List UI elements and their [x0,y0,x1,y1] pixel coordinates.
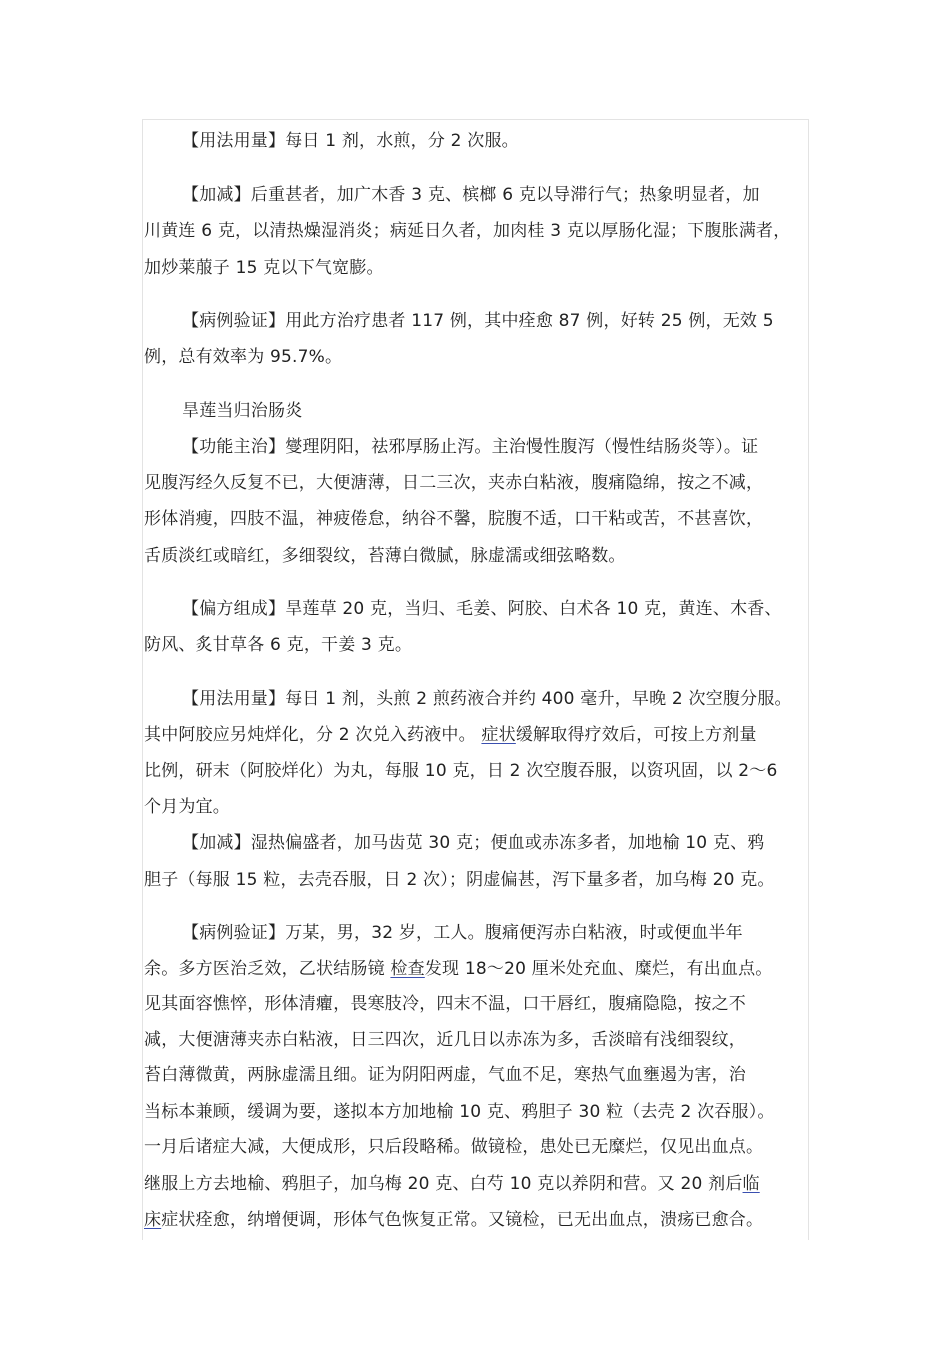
text-line: 【功能主治】燮理阴阳，祛邪厚肠止泻。主治慢性腹泻（慢性结肠炎等）。证 [182,437,759,457]
text-line: 【偏方组成】旱莲草 20 克，当归、毛姜、阿胶、白术各 10 克，黄连、木香、 [182,599,782,619]
text-line: 加炒莱菔子 15 克以下气宽膨。 [144,258,384,278]
text-segment: 症状痊愈，纳增便调，形体气色恢复正常。又镜检，已无出血点，溃疡已愈合。 [161,1210,764,1230]
text-line: 【用法用量】每日 1 剂，水煎，分 2 次服。 [182,131,519,151]
text-segment: 其中阿胶应另炖烊化，分 2 次兑入药液中。 [144,725,476,745]
text-line: 形体消瘦，四肢不温，神疲倦怠，纳谷不馨，脘腹不适，口干粘或苦，不甚喜饮， [144,509,764,529]
text-line: 【病例验证】用此方治疗患者 117 例，其中痊愈 87 例，好转 25 例，无效 5 [182,311,774,331]
text-segment: 继服上方去地榆、鸦胆子，加乌梅 20 克、白芍 10 克以养阴和营。又 20 剂后 [144,1174,743,1194]
text-line: 川黄连 6 克，以清热燥湿消炎；病延日久者，加肉桂 3 克以厚肠化湿；下腹胀满者， [144,221,791,241]
text-line: 例，总有效率为 95.7%。 [144,347,343,367]
text-segment: 发现 18～20 厘米处充血、糜烂，有出血点。 [424,959,773,979]
text-line: 见腹泻经久反复不已，大便溏薄，日二三次，夹赤白粘液，腹痛隐绵，按之不减， [144,473,764,493]
link-clinical[interactable]: 床 [144,1210,162,1230]
text-line [144,724,808,746]
text-line: 比例，研末（阿胶烊化）为丸，每服 10 克，日 2 次空腹吞服，以资巩固，以 2～6 [144,761,778,781]
text-segment: 缓解取得疗效后，可按上方剂量 [515,725,757,745]
text-line: 当标本兼顾，缓调为要，遂拟本方加地榆 10 克、鸦胆子 30 粒（去壳 2 次吞服）。 [144,1102,775,1122]
text-line: 【用法用量】每日 1 剂，头煎 2 煎药液合并约 400 毫升，早晚 2 次空腹分服。 [182,689,792,709]
text-line: 见其面容憔悴，形体清癯，畏寒肢冷，四末不温，口干唇红，腹痛隐隐，按之不 [144,994,746,1014]
text-line: 【病例验证】万某，男，32 岁，工人。腹痛便泻赤白粘液，时或便血半年 [182,923,743,943]
text-line: 舌质淡红或暗红，多细裂纹，苔薄白微腻，脉虚濡或细弦略数。 [144,546,626,566]
text-line: 防风、炙甘草各 6 克，干姜 3 克。 [144,635,413,655]
text-line: 个月为宜。 [144,797,230,817]
text-line: 【加减】后重甚者，加广木香 3 克、槟榔 6 克以导滞行气；热象明显者，加 [182,185,760,205]
text-line: 一月后诸症大减，大便成形，只后段略稀。做镜检，患处已无糜烂，仅见出血点。 [144,1137,764,1157]
text-segment: 余。多方医治乏效，乙状结肠镜 [144,959,385,979]
link-examination[interactable]: 检查 [390,959,425,979]
section-heading: 旱莲当归治肠炎 [182,401,303,421]
text-line: 减，大便溏薄夹赤白粘液，日三四次，近几日以赤冻为多，舌淡暗有浅细裂纹， [144,1030,746,1050]
text-line [144,1209,808,1231]
text-line [144,958,808,980]
text-line [144,1173,808,1195]
text-line: 苔白薄微黄，两脉虚濡且细。证为阴阳两虚，气血不足，寒热气血壅遏为害，治 [144,1065,746,1085]
text-line: 【加减】湿热偏盛者，加马齿苋 30 克；便血或赤冻多者，加地榆 10 克、鸦 [182,833,765,853]
text-line: 胆子（每服 15 粒，去壳吞服，日 2 次）；阴虚偏甚，泻下量多者，加乌梅 20 克。 [144,870,775,890]
link-clinical[interactable]: 临 [742,1174,760,1194]
link-symptoms[interactable]: 症状 [481,725,516,745]
